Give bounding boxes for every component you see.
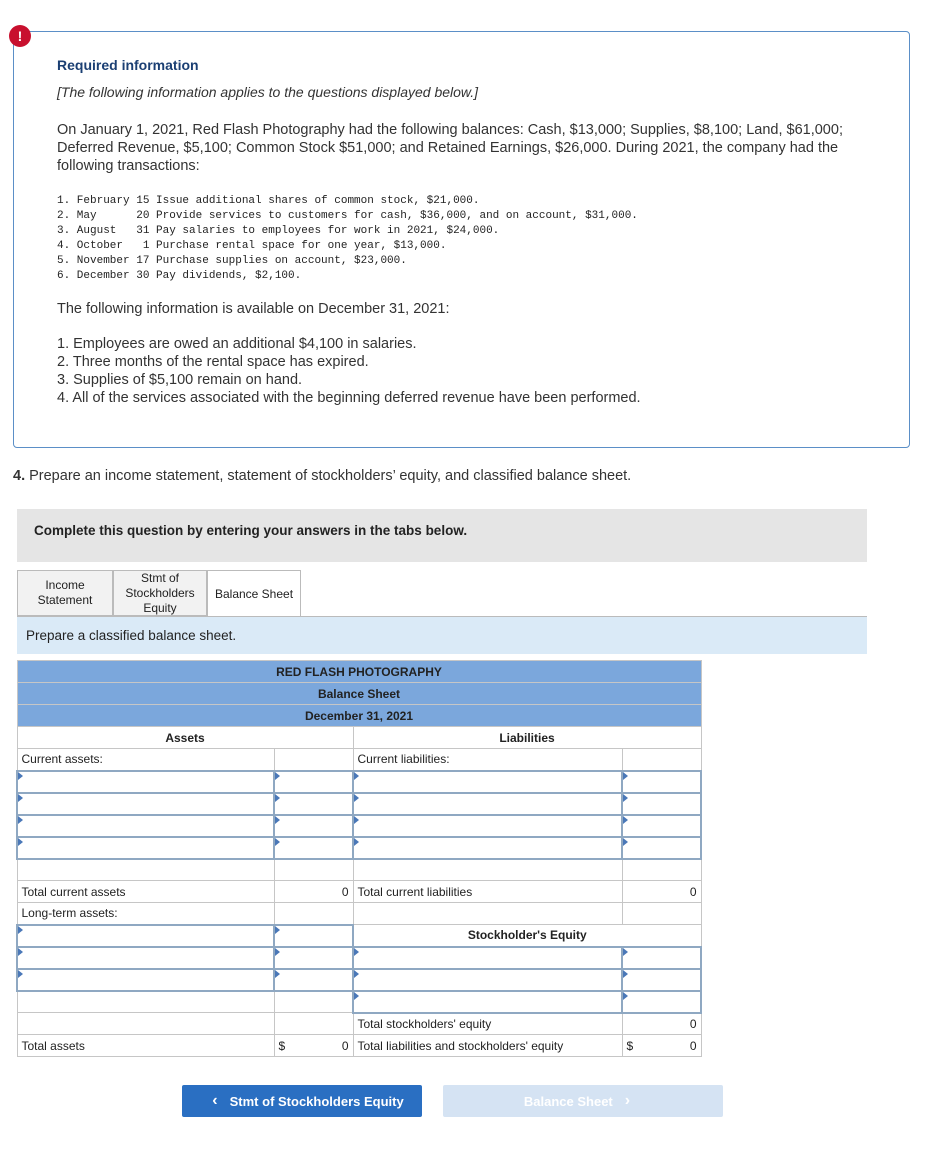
equity-name-input[interactable] [353,991,622,1013]
total-liab-equity-value: 0 [689,1038,697,1053]
asset-amount-input[interactable] [274,969,353,991]
liability-name-input[interactable] [353,793,622,815]
total-liab-equity-label: Total liabilities and stockholders' equity [353,1035,622,1057]
tab-balance-sheet[interactable] [207,570,301,618]
asset-name-input[interactable] [17,815,274,837]
liability-amount-input[interactable] [622,793,701,815]
required-info-box [13,31,910,448]
empty-cell [274,991,353,1013]
company-name: RED FLASH PHOTOGRAPHY [17,661,701,683]
tab-label: Stmt of [140,570,179,585]
tab-income-statement[interactable] [17,570,113,616]
empty-cell [17,859,274,881]
liability-amount-input[interactable] [622,837,701,859]
list-item: 2. Three months of the rental space has expired. [57,354,369,370]
total-assets-label: Total assets [17,1035,274,1057]
empty-cell [622,903,701,925]
tab-label: Income [45,578,85,592]
transaction-list [57,194,638,284]
prepare-text: Prepare a classified balance sheet. [26,628,237,643]
asset-name-input[interactable] [17,837,274,859]
list-item: 1. February 15 Issue additional shares of common stock, $21,000. [57,195,480,207]
next-tab-label: Balance Sheet [523,1093,613,1109]
instruction-text: Complete this question by entering your answers in the tabs below. [34,523,468,538]
empty-cell [353,903,622,925]
prev-tab-label: Stmt of Stockholders Equity [229,1093,404,1109]
list-item: 3. August 31 Pay salaries to employees for work in 2021, $24,000. [57,225,500,237]
list-item: 4. October 1 Purchase rental space for one year, $13,000. [57,240,447,252]
asset-name-input[interactable] [17,947,274,969]
chevron-left-icon: ‹ [212,1092,218,1109]
asset-amount-input[interactable] [274,925,353,947]
equity-name-input[interactable] [353,947,622,969]
empty-cell [274,1013,353,1035]
liability-amount-input[interactable] [622,771,701,793]
question-body: Prepare an income statement, statement of stockholders’ equity, and classified balance sheet. [25,468,632,484]
total-current-assets-label: Total current assets [17,881,274,903]
asset-name-input[interactable] [17,793,274,815]
asset-amount-input[interactable] [274,793,353,815]
tab-label: Balance Sheet [214,587,294,601]
balance-sheet-table [16,660,702,1057]
tab-stmt-stockholders-equity[interactable] [113,570,207,616]
total-equity-value: 0 [622,1013,701,1035]
intro-paragraph: On January 1, 2021, Red Flash Photography had the following balances: Cash, $13,000; Supplies, $8,100; Land, $61,000; Deferred Revenue, $5,100; Common Stock $51,000; and Retained Earnings, $26,000. During 2021, the company had the following transactions: [57,122,843,174]
asset-name-input[interactable] [17,969,274,991]
asset-amount-input[interactable] [274,947,353,969]
tab-label: Statement [37,593,93,607]
total-equity-label: Total stockholders' equity [353,1013,622,1035]
question-text [13,468,631,484]
list-item: 1. Employees are owed an additional $4,100 in salaries. [57,336,417,352]
asset-name-input[interactable] [17,925,274,947]
empty-cell [622,859,701,881]
liability-name-input[interactable] [353,815,622,837]
statement-date: December 31, 2021 [17,705,701,727]
prepare-bar [17,617,867,654]
tab-label: Stockholders [125,585,195,600]
total-current-assets-value: 0 [274,881,353,903]
empty-cell [274,903,353,925]
asset-amount-input[interactable] [274,815,353,837]
stockholders-equity-heading: Stockholder's Equity [353,925,701,947]
total-assets-value: 0 [341,1038,349,1053]
liability-name-input[interactable] [353,837,622,859]
question-number: 4. [13,468,26,484]
dollar-sign: $ [626,1038,634,1053]
equity-amount-input[interactable] [622,947,701,969]
list-item: 2. May 20 Provide services to customers for cash, $36,000, and on account, $31,000. [57,210,638,222]
empty-cell [17,991,274,1013]
required-title: Required information [57,57,199,73]
instruction-bar [17,509,867,562]
list-item: 4. All of the services associated with the beginning deferred revenue have been performed. [57,390,641,406]
liabilities-heading: Liabilities [353,727,701,749]
adjustment-list [57,335,641,407]
current-assets-label: Current assets: [17,749,274,771]
equity-amount-input[interactable] [622,969,701,991]
chevron-right-icon: › [624,1092,631,1109]
empty-cell [17,1013,274,1035]
equity-name-input[interactable] [353,969,622,991]
empty-cell [622,749,701,771]
liability-name-input[interactable] [353,771,622,793]
total-liab-equity-cell [622,1035,701,1057]
tab-label: Equity [143,600,177,615]
asset-amount-input[interactable] [274,837,353,859]
list-item: 6. December 30 Pay dividends, $2,100. [57,270,302,282]
liability-amount-input[interactable] [622,815,701,837]
list-item: 5. November 17 Purchase supplies on account, $23,000. [57,255,407,267]
empty-cell [353,859,622,881]
asset-amount-input[interactable] [274,771,353,793]
empty-cell [274,859,353,881]
long-term-assets-label: Long-term assets: [17,903,274,925]
equity-amount-input[interactable] [622,991,701,1013]
statement-title: Balance Sheet [17,683,701,705]
current-liabilities-label: Current liabilities: [353,749,622,771]
required-subtitle: [The following information applies to the questions displayed below.] [57,84,479,100]
asset-name-input[interactable] [17,771,274,793]
total-current-liabilities-value: 0 [622,881,701,903]
next-tab-button[interactable] [443,1085,723,1117]
available-info-text: The following information is available on December 31, 2021: [57,301,450,317]
list-item: 3. Supplies of $5,100 remain on hand. [57,372,303,388]
assets-heading: Assets [17,727,353,749]
total-current-liabilities-label: Total current liabilities [353,881,622,903]
prev-tab-button[interactable] [182,1085,422,1117]
empty-cell [274,749,353,771]
total-assets-cell [274,1035,353,1057]
alert-icon: ! [9,25,31,47]
dollar-sign: $ [278,1038,286,1053]
